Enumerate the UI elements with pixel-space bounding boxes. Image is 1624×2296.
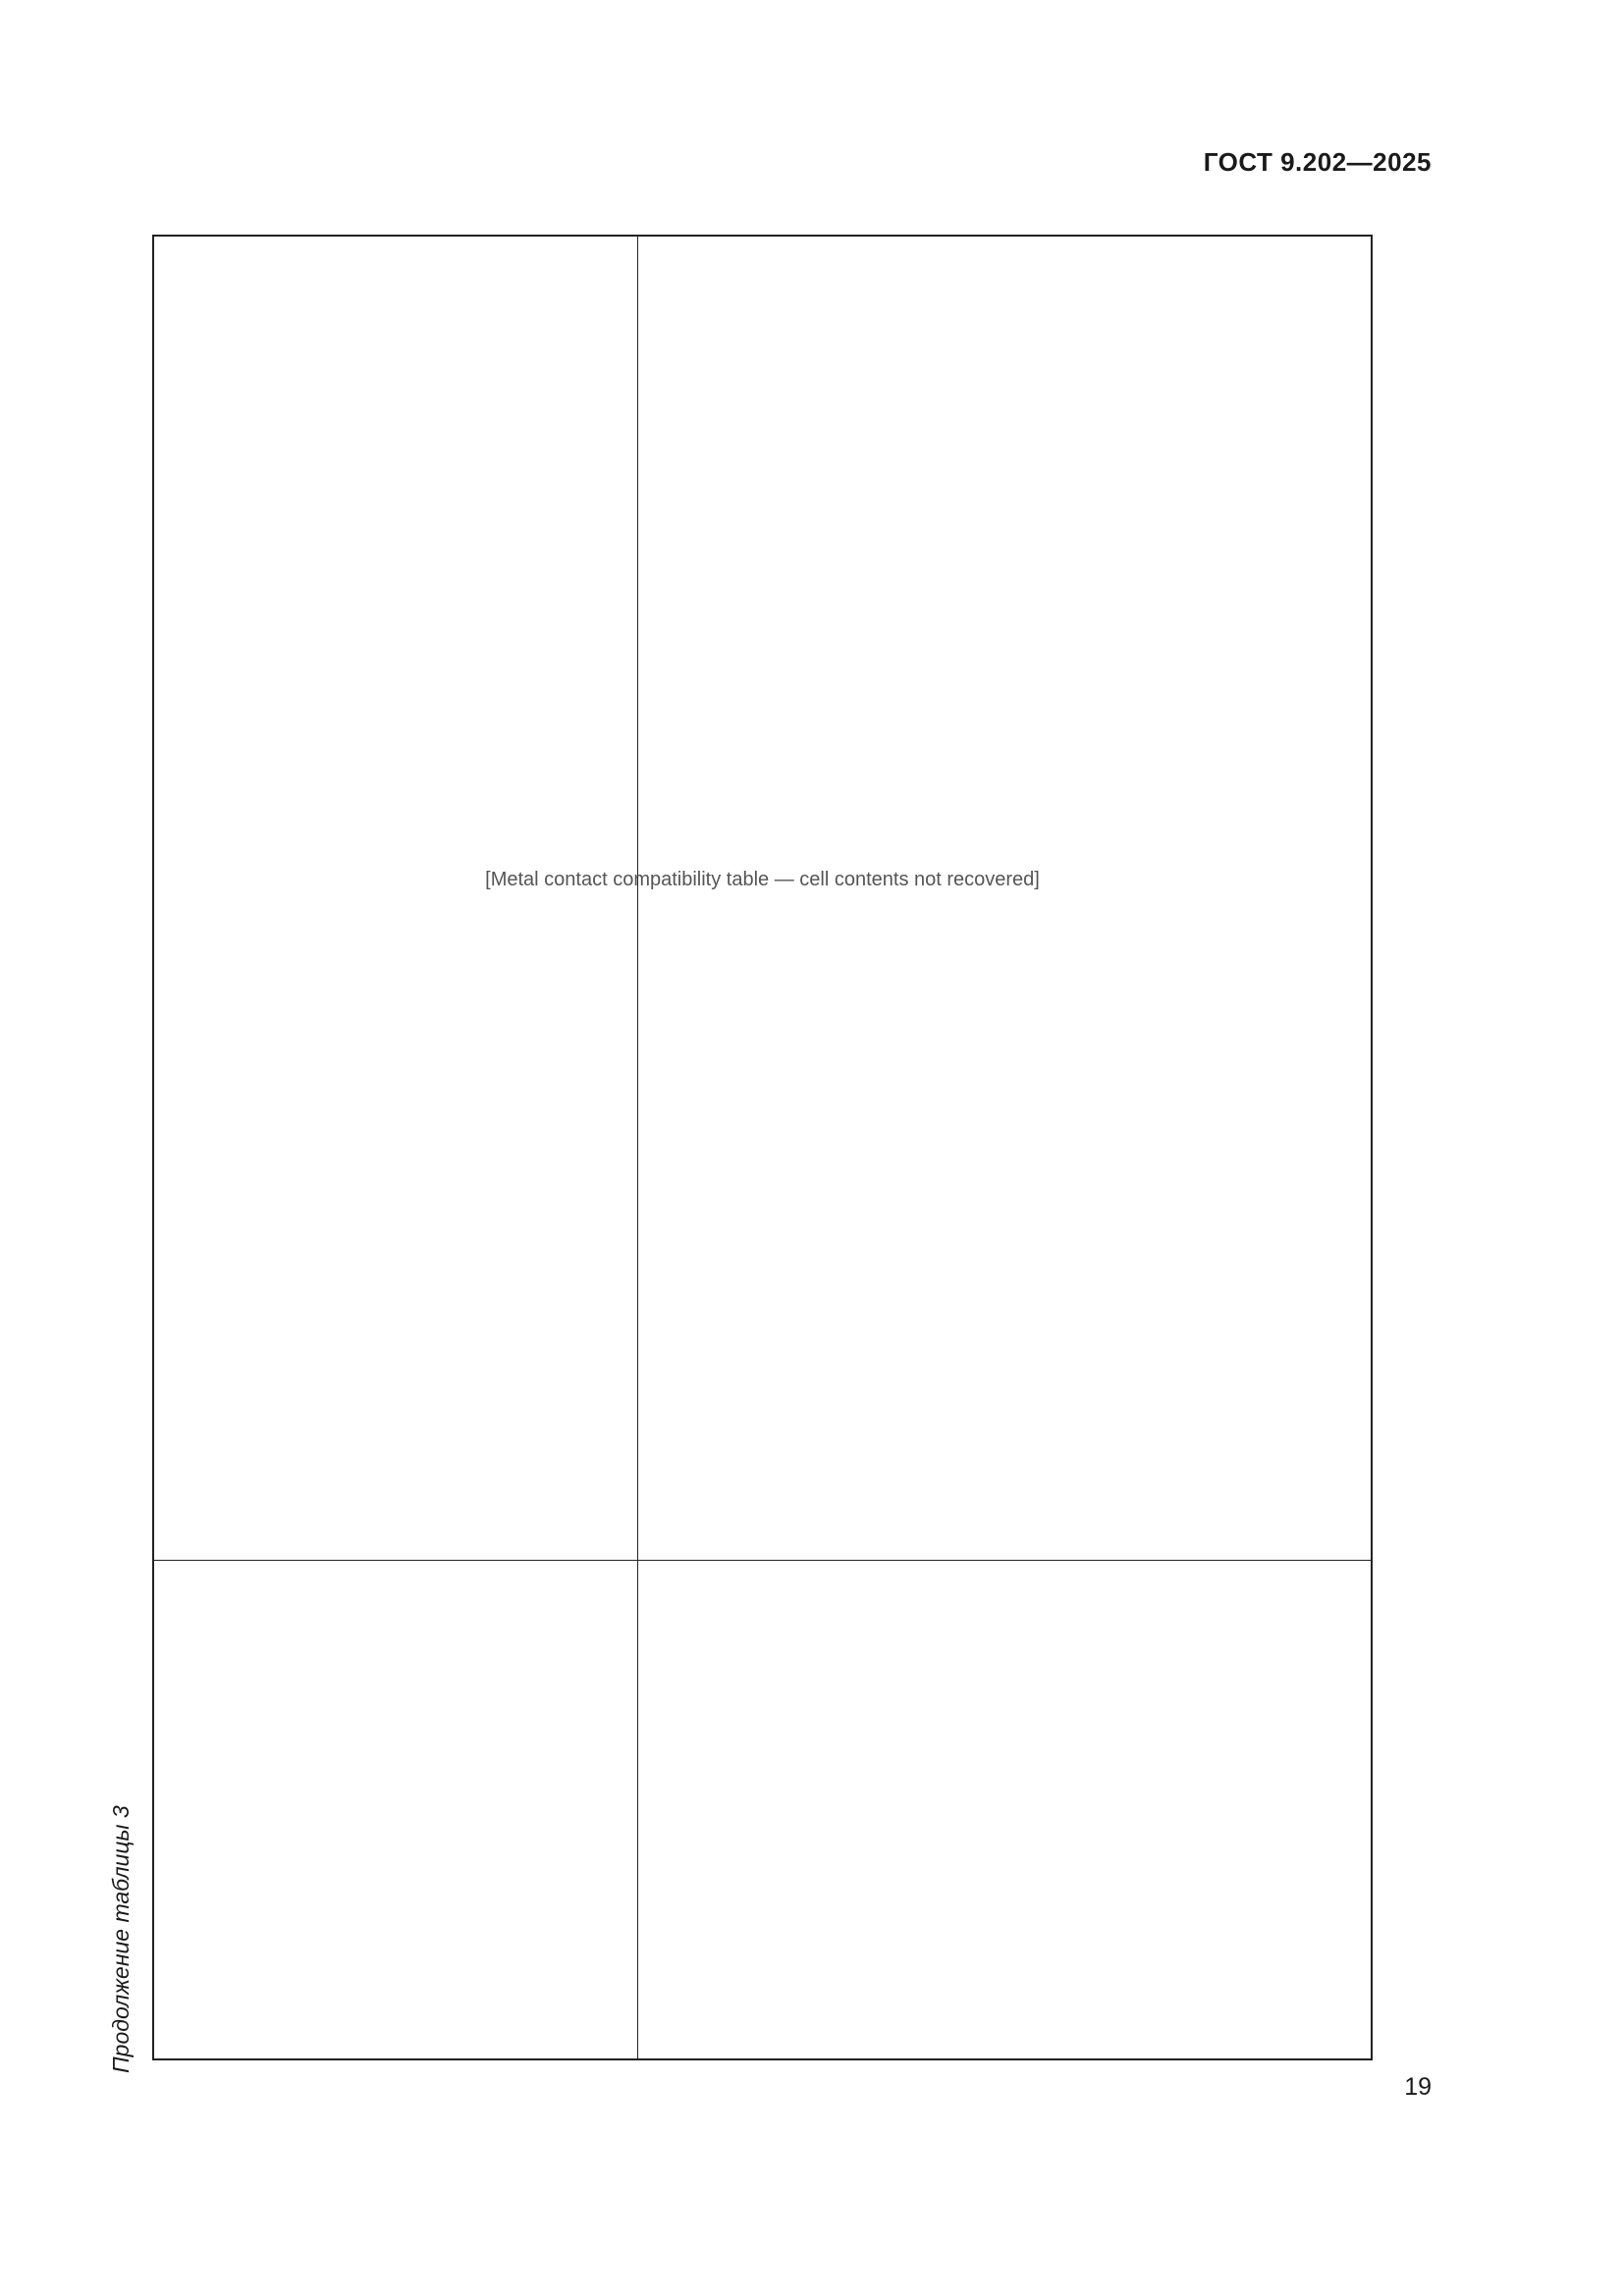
table-placeholder: [Metal contact compatibility table — cell contents not recovered]: [485, 869, 1040, 890]
page-number: 19: [1404, 2073, 1432, 2101]
rotated-table-sheet: [108, 228, 1384, 2073]
table-caption: Продолжение таблицы 3: [108, 1805, 134, 2073]
metal-compatibility-table: [152, 235, 1373, 2060]
document-code: ГОСТ 9.202—2025: [1203, 147, 1432, 177]
